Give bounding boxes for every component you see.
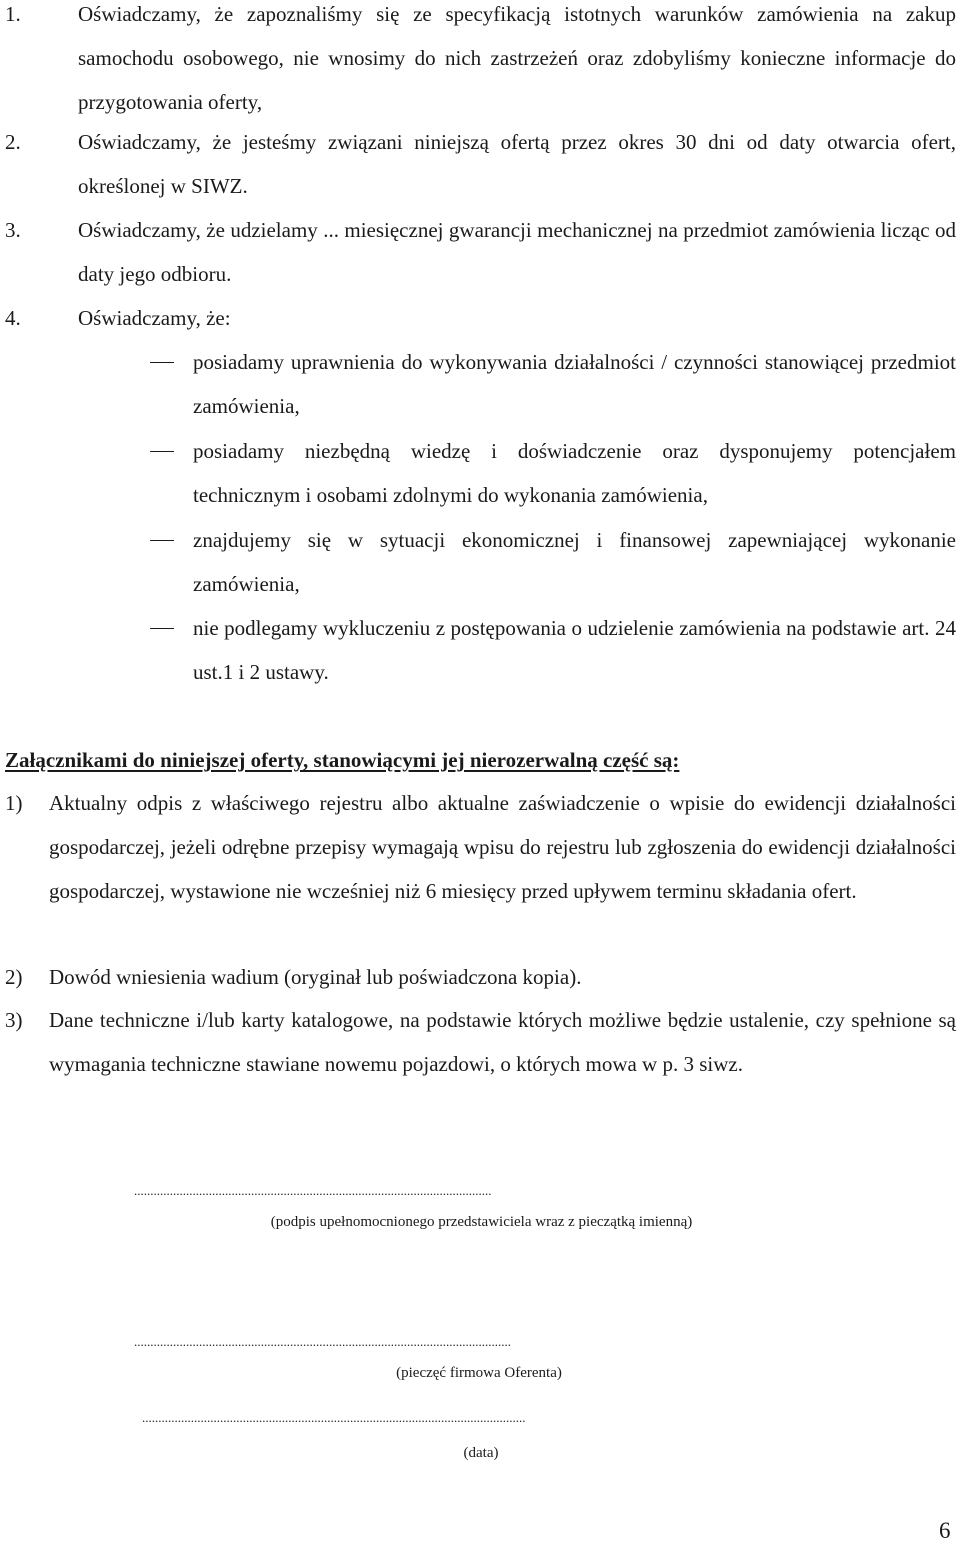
sub-item-3: znajdujemy się w sytuacji ekonomicznej i finansowej zapewniającej wykonanie zamówienia, [193,528,956,596]
company-stamp-dots-line: .................................................................................................................... [134,1334,511,1349]
declaration-4-text: Oświadczamy, że: [78,306,231,330]
attachment-3-text: Dane techniczne i/lub karty katalogowe, na podstawie których możliwe będzie ustalenie, czy spełnione są wymagania techniczne stawiane nowemu pojazdowi, o których mowa w p. 3 siwz. [49,1008,956,1076]
dash-bullet [150,628,174,629]
attachment-number-1: 1) [5,791,23,815]
sub-item-4: nie podlegamy wykluczeniu z postępowania o udzielenie zamówienia na podstawie art. 24 ust.1 i 2 ustawy. [193,616,956,684]
declaration-number-3: 3. [5,218,21,242]
date-dots-line: ...................................................................................................................... [142,1410,526,1425]
sub-item-1: posiadamy uprawnienia do wykonywania działalności / czynności stanowiącej przedmiot zamówienia, [193,350,956,418]
declaration-number-1: 1. [5,2,21,26]
attachment-number-2: 2) [5,965,23,989]
signature-caption: (podpis upełnomocnionego przedstawiciela wraz z pieczątką imienną) [270,1214,693,1230]
declaration-3-text: Oświadczamy, że udzielamy ... miesięcznej gwarancji mechanicznej na przedmiot zamówienia licząc od daty jego odbioru. [78,218,956,286]
date-caption: (data) [463,1445,499,1461]
dash-bullet [150,540,174,541]
declaration-2-text: Oświadczamy, że jesteśmy związani niniejszą ofertą przez okres 30 dni od daty otwarcia ofert, określonej w SIWZ. [78,130,956,198]
declaration-1-text: Oświadczamy, że zapoznaliśmy się ze specyfikacją istotnych warunków zamówienia na zakup samochodu osobowego, nie wnosimy do nich zastrzeżeń oraz zdobyliśmy konieczne informacje do przygotowania oferty, [78,2,956,114]
attachment-number-3: 3) [5,1008,23,1032]
declaration-number-2: 2. [5,130,21,154]
dash-bullet [150,451,174,452]
page-number: 6 [939,1518,951,1543]
declaration-number-4: 4. [5,306,21,330]
attachments-heading: Załącznikami do niniejszej oferty, stanowiącymi jej nierozerwalną część są: [5,748,680,772]
sub-item-2: posiadamy niezbędną wiedzę i doświadczenie oraz dysponujemy potencjałem technicznym i osobami zdolnymi do wykonania zamówienia, [193,439,956,507]
signature-dots-line: .............................................................................................................. [134,1183,492,1198]
company-stamp-caption: (pieczęć firmowa Oferenta) [396,1365,562,1381]
attachment-2-text: Dowód wniesienia wadium (oryginał lub poświadczona kopia). [49,965,582,989]
attachment-1-text: Aktualny odpis z właściwego rejestru albo aktualne zaświadczenie o wpisie do ewidencji działalności gospodarczej, jeżeli odrębne przepisy wymagają wpisu do rejestru lub zgłoszenia do ewidencji działalności gospodarczej, wystawione nie wcześniej niż 6 miesięcy przed upływem terminu składania ofert. [49,791,956,903]
dash-bullet [150,362,174,363]
